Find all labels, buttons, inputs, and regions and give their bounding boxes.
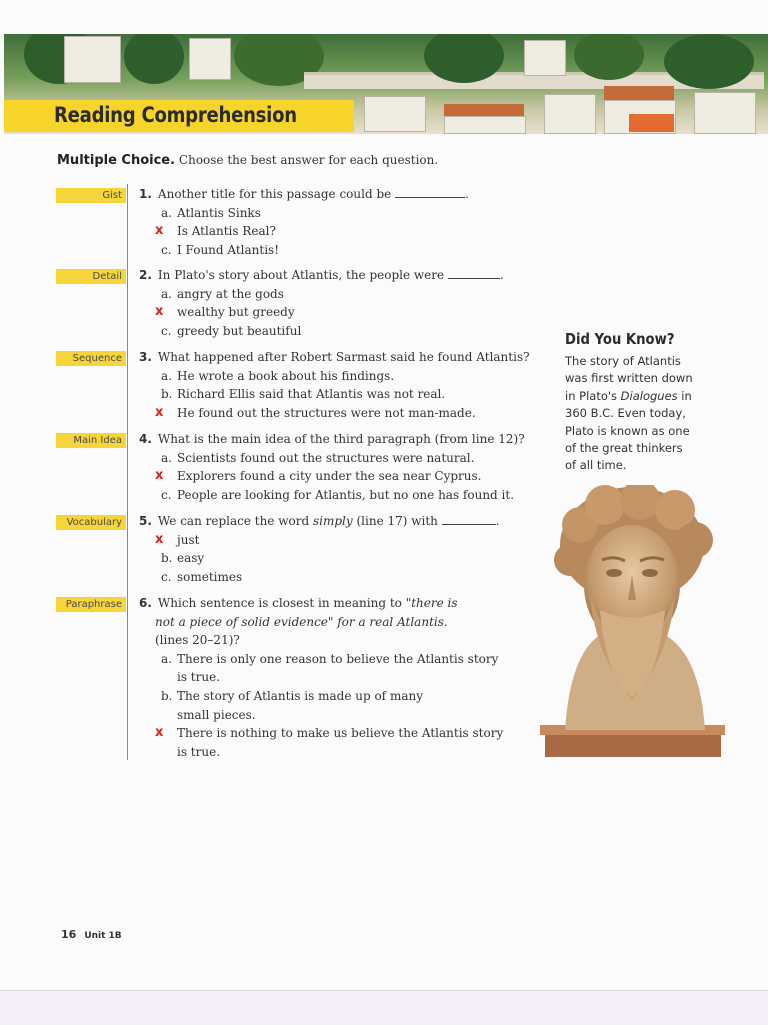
option-c[interactable] xyxy=(139,724,503,743)
instructions-text: Choose the best answer for each question. xyxy=(178,153,439,167)
option-a[interactable] xyxy=(139,285,504,304)
answer-blank xyxy=(448,268,500,279)
question-6 xyxy=(139,594,503,761)
skill-tag-gist: Gist xyxy=(56,188,126,203)
instructions-lead: Multiple Choice. xyxy=(57,153,176,168)
option-letter: b. xyxy=(161,387,173,402)
question-3 xyxy=(139,348,530,422)
question-1 xyxy=(139,185,469,259)
option-text: He found out the structures were not man-made. xyxy=(177,405,476,420)
option-text: angry at the gods xyxy=(177,286,284,301)
option-b[interactable] xyxy=(139,303,504,322)
stem-quote-cont: not a piece of solid evidence" for a real Atlantis. xyxy=(155,614,448,629)
question-number: 3. xyxy=(139,350,152,364)
stem-line-ref: (lines 20–21)? xyxy=(155,633,240,648)
option-text: There is only one reason to believe the Atlantis story xyxy=(177,651,499,666)
page-number: 16 xyxy=(61,928,77,941)
option-b[interactable] xyxy=(139,549,500,568)
sidebar-line-end: in xyxy=(677,388,692,403)
header-banner-image xyxy=(4,34,768,134)
question-stem: Which sentence is closest in meaning to xyxy=(157,596,402,610)
title-bar xyxy=(4,100,354,132)
skill-tag-main-idea: Main Idea xyxy=(56,433,126,448)
page-footer xyxy=(61,928,122,941)
option-text: sometimes xyxy=(177,569,243,584)
section-divider xyxy=(127,184,128,760)
option-c[interactable] xyxy=(139,241,469,260)
plato-bust-image xyxy=(540,485,725,760)
option-a[interactable] xyxy=(139,531,500,550)
option-letter: c. xyxy=(161,487,172,502)
option-text: He wrote a book about his findings. xyxy=(177,368,395,383)
sidebar-line: Plato is known as one xyxy=(565,423,690,438)
option-c[interactable] xyxy=(139,568,500,587)
option-a[interactable] xyxy=(139,204,469,223)
option-text: Atlantis Sinks xyxy=(177,205,261,220)
option-c[interactable] xyxy=(139,404,530,423)
question-number: 5. xyxy=(139,514,152,528)
question-number: 2. xyxy=(139,268,152,282)
option-letter: b. xyxy=(161,551,173,566)
option-text: just xyxy=(177,532,200,547)
option-text: Explorers found a city under the sea near Cyprus. xyxy=(177,469,482,484)
option-text-cont: is true. xyxy=(177,670,221,685)
sidebar-line: of the great thinkers xyxy=(565,441,683,456)
stem-punct: . xyxy=(499,268,504,282)
option-a[interactable] xyxy=(139,650,503,669)
option-a[interactable] xyxy=(139,367,530,386)
sidebar-line: was first written down xyxy=(565,371,693,386)
did-you-know-title: Did You Know? xyxy=(565,330,675,348)
option-letter: a. xyxy=(161,450,172,465)
option-b[interactable] xyxy=(139,385,530,404)
option-text-cont: small pieces. xyxy=(177,707,256,722)
option-b[interactable] xyxy=(139,687,503,706)
option-letter: c. xyxy=(161,569,172,584)
sidebar-line: of all time. xyxy=(565,458,627,473)
question-number: 6. xyxy=(139,596,152,610)
option-c[interactable] xyxy=(139,486,525,505)
skill-tag-paraphrase: Paraphrase xyxy=(56,597,126,612)
question-number: 1. xyxy=(139,187,152,201)
question-stem: What happened after Robert Sarmast said he found Atlantis? xyxy=(157,350,530,364)
stem-punct: . xyxy=(465,187,469,201)
option-text: greedy but beautiful xyxy=(177,323,302,338)
answer-mark-icon: x xyxy=(155,725,164,741)
option-letter: c. xyxy=(161,323,172,338)
skill-tag-detail: Detail xyxy=(56,269,126,284)
page-title: Reading Comprehension xyxy=(54,103,297,127)
stem-italic-word: simply xyxy=(312,514,353,528)
answer-blank xyxy=(442,514,496,525)
option-text: People are looking for Atlantis, but no one has found it. xyxy=(177,487,515,502)
option-letter: a. xyxy=(161,205,172,220)
option-letter: a. xyxy=(161,286,172,301)
option-text: I Found Atlantis! xyxy=(177,242,280,257)
question-number: 4. xyxy=(139,432,152,446)
option-a[interactable] xyxy=(139,449,525,468)
question-2 xyxy=(139,266,504,340)
skill-tag-vocabulary: Vocabulary xyxy=(56,515,126,530)
sidebar-line-start: in Plato's xyxy=(565,388,621,403)
answer-mark-icon: x xyxy=(155,304,164,320)
question-4 xyxy=(139,430,525,504)
answer-mark-icon: x xyxy=(155,531,164,547)
option-text: easy xyxy=(177,551,205,566)
stem-quote: "there is xyxy=(405,596,458,610)
option-b[interactable] xyxy=(139,222,469,241)
option-text: Is Atlantis Real? xyxy=(177,224,276,239)
answer-mark-icon: x xyxy=(155,223,164,239)
instructions xyxy=(57,153,438,168)
option-text: wealthy but greedy xyxy=(177,305,295,320)
option-letter: c. xyxy=(161,242,172,257)
stem-punct: . xyxy=(495,514,500,528)
option-b[interactable] xyxy=(139,467,525,486)
option-text: There is nothing to make us believe the Atlantis story xyxy=(177,726,504,741)
option-letter: a. xyxy=(161,368,172,383)
option-c[interactable] xyxy=(139,322,504,341)
question-stem: We can replace the word xyxy=(157,514,310,528)
sidebar-line xyxy=(565,388,715,405)
option-letter: b. xyxy=(161,688,173,703)
option-text: Richard Ellis said that Atlantis was not real. xyxy=(177,387,446,402)
question-5 xyxy=(139,512,500,586)
answer-mark-icon: x xyxy=(155,404,164,420)
question-stem: What is the main idea of the third paragraph (from line 12)? xyxy=(157,432,525,446)
question-stem: In Plato's story about Atlantis, the people were xyxy=(157,268,445,282)
page-bottom-margin xyxy=(0,990,768,1025)
answer-blank xyxy=(395,187,465,198)
option-letter: a. xyxy=(161,651,172,666)
sidebar-italic: Dialogues xyxy=(620,388,678,403)
option-text: Scientists found out the structures were natural. xyxy=(177,450,475,465)
sidebar-line: The story of Atlantis xyxy=(565,354,681,368)
option-text-cont: is true. xyxy=(177,744,221,759)
answer-mark-icon: x xyxy=(155,468,164,484)
sidebar-line: 360 B.C. Even today, xyxy=(565,406,686,421)
option-text: The story of Atlantis is made up of many xyxy=(177,688,423,703)
question-stem-end: (line 17) with xyxy=(356,514,438,528)
did-you-know-text xyxy=(565,353,715,475)
unit-label: Unit 1B xyxy=(84,931,122,941)
question-stem: Another title for this passage could be xyxy=(157,187,392,201)
skill-tag-sequence: Sequence xyxy=(56,351,126,366)
